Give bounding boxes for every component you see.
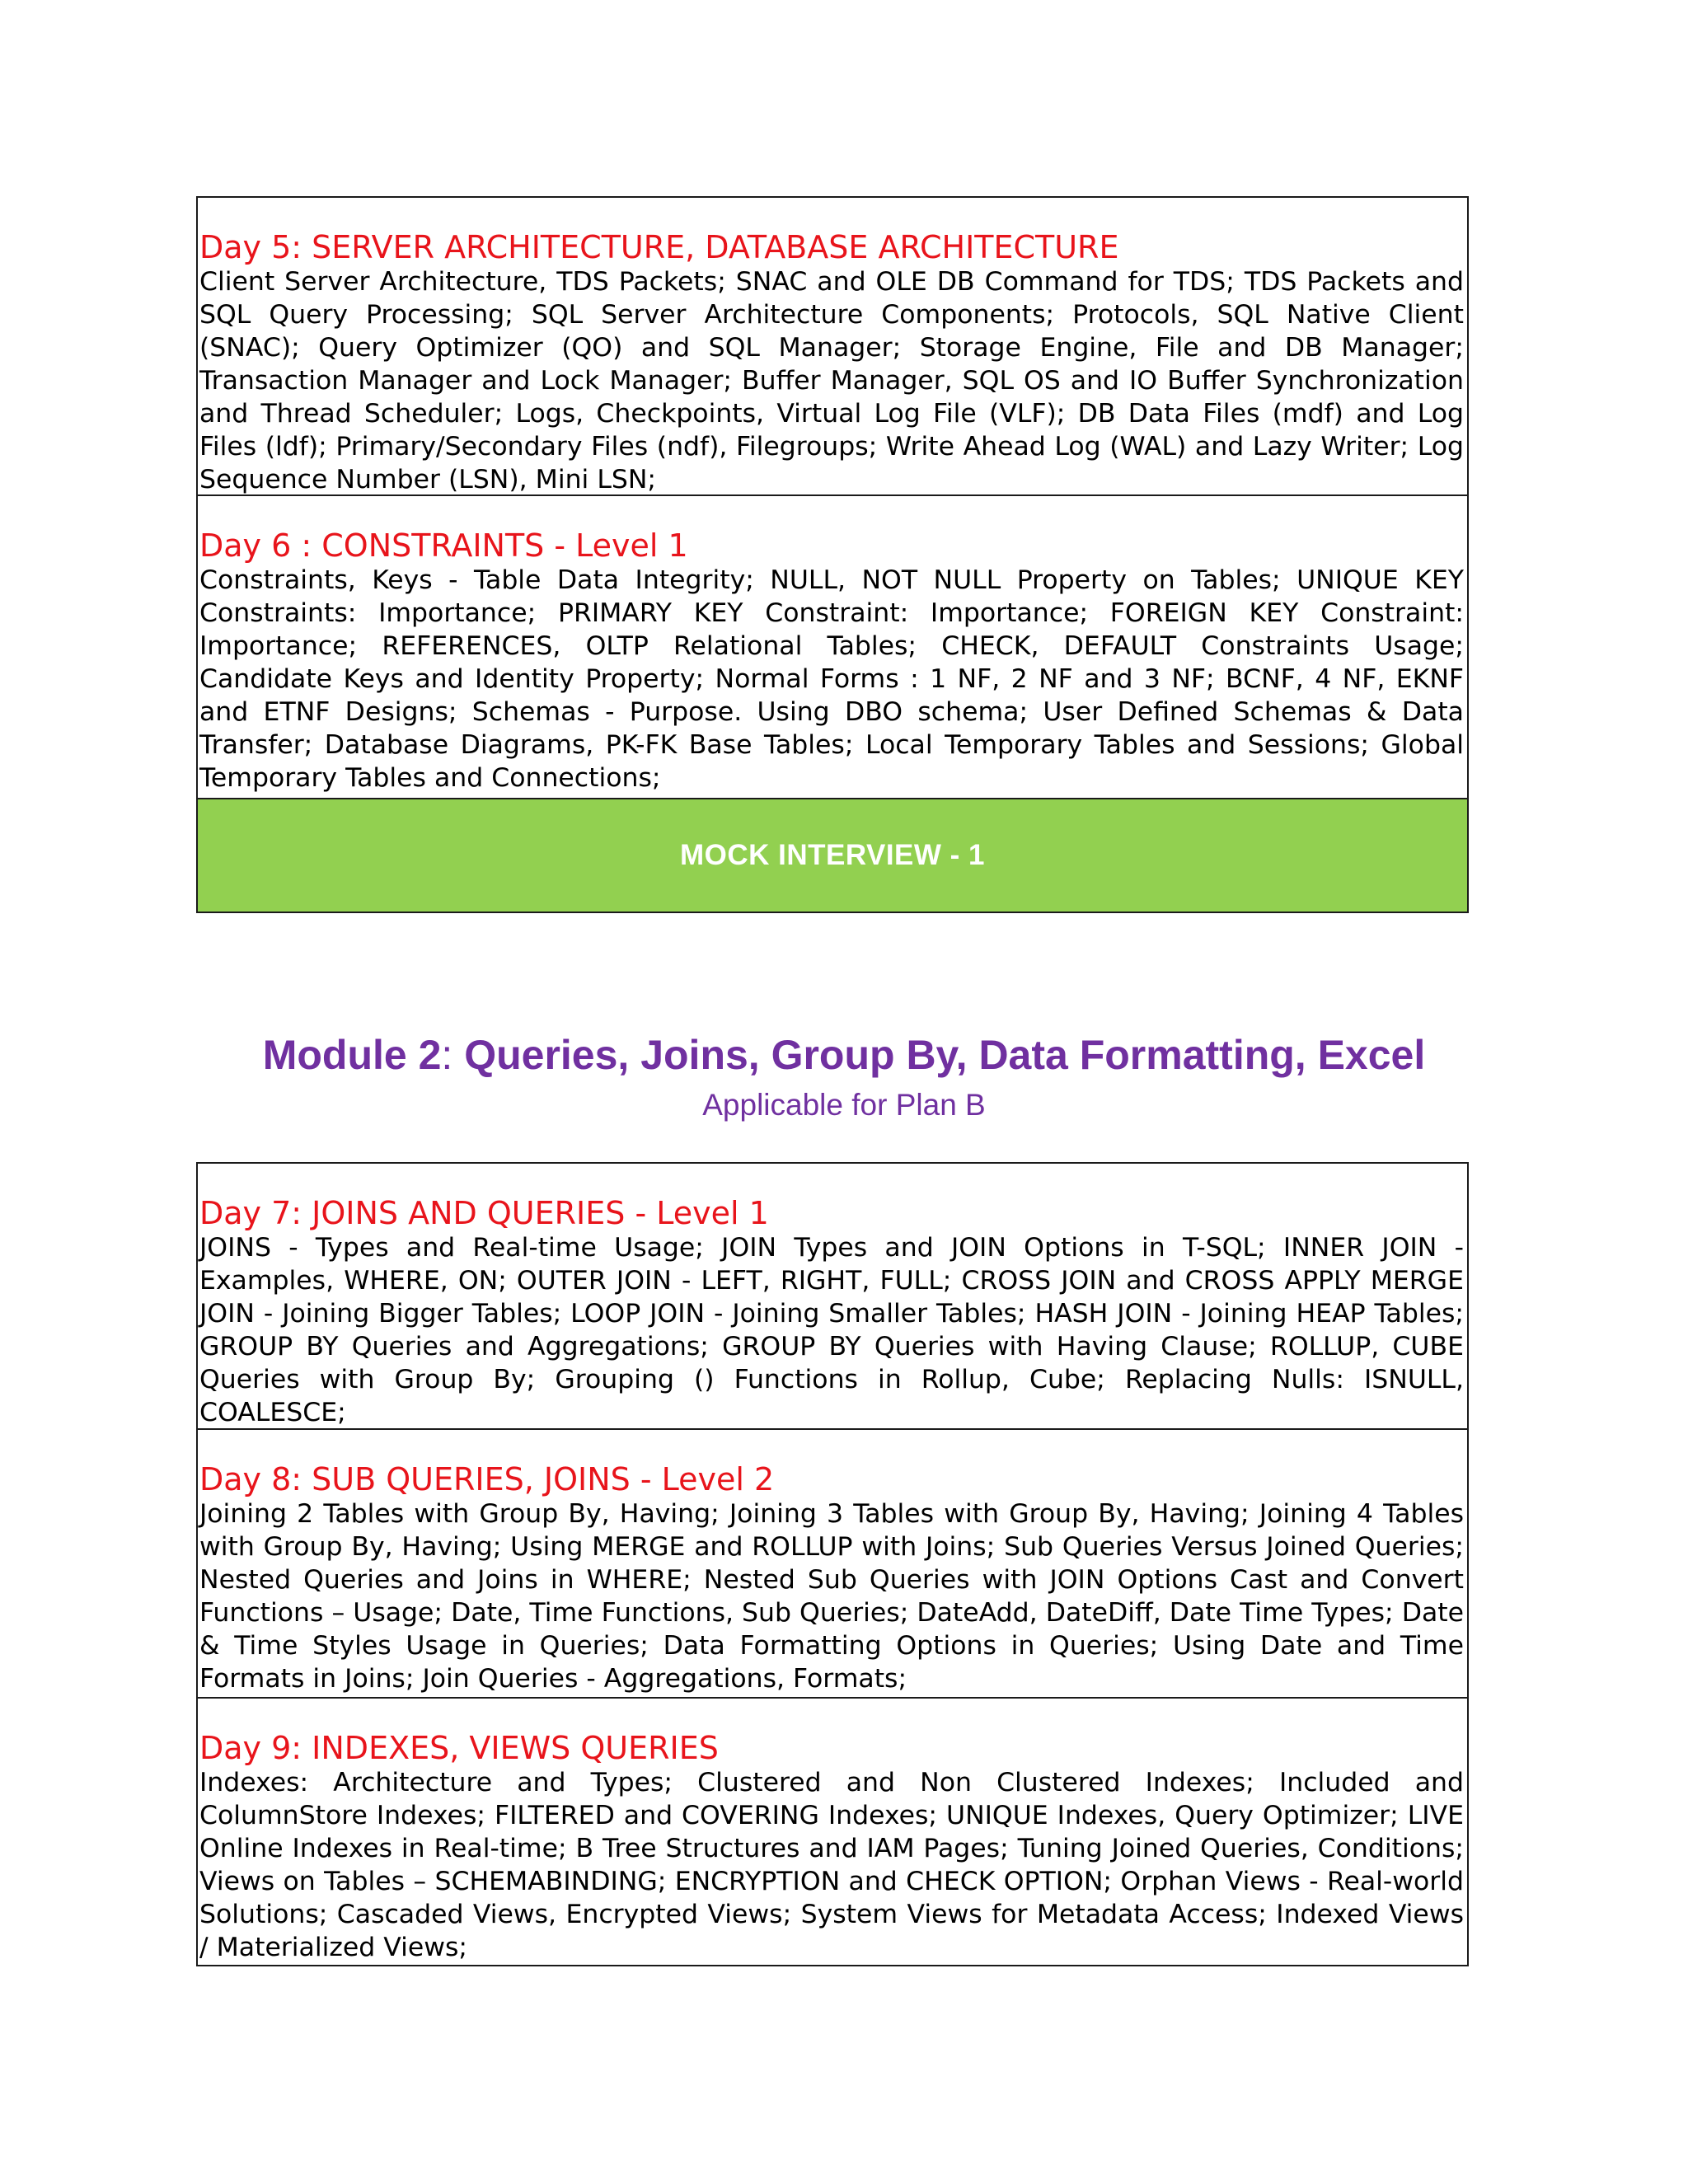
day-9-topics: Indexes: Architecture and Types; Clustered and Non Clustered Indexes; Included and ColumnStore Indexes; FILTERED and COVERING Indexes; UNIQUE Indexes, Query Optimizer; LIVE Online Indexes in Real-time; B Tree Structures and IAM Pages; Tuning Joined Queries, Conditions; Views on Tables – SCHEMABINDING; ENCRYPTION and CHECK OPTION; Orphan Views - Real-world Solutions; Cascaded Views, Encrypted Views; System Views for Metadata Access; Indexed Views / Materialized Views; (199, 1768, 1464, 1962)
day-7-title: Day 7: JOINS AND QUERIES - Level 1 (199, 1195, 769, 1231)
day-7-cell (198, 1164, 1467, 1430)
day-7-topics: JOINS - Types and Real-time Usage; JOIN Types and JOIN Options in T-SQL; INNER JOIN - Examples, WHERE, ON; OUTER JOIN - LEFT, RIGHT, FULL; CROSS JOIN and CROSS APPLY MERGE JOIN - Joining Bigger Tables; LOOP JOIN - Joining Smaller Tables; HASH JOIN - Joining HEAP Tables; GROUP BY Queries and Aggregations; GROUP BY Queries with Having Clause; ROLLUP, CUBE Queries with Group By; Grouping () Functions in Rollup, Cube; Replacing Nulls: ISNULL, COALESCE; (199, 1233, 1464, 1427)
day-8-cell (198, 1430, 1467, 1699)
module1-schedule-table (196, 196, 1469, 913)
day-6-title: Day 6 : CONSTRAINTS - Level 1 (199, 527, 688, 564)
day-6-topics: Constraints, Keys - Table Data Integrity; NULL, NOT NULL Property on Tables; UNIQUE KEY Constraints: Importance; PRIMARY KEY Constraint: Importance; FOREIGN KEY Constraint: Importance; REFERENCES, OLTP Relational Tables; CHECK, DEFAULT Constraints Usage; Candidate Keys and Identity Property; Normal Forms : 1 NF, 2 NF and 3 NF; BCNF, 4 NF, EKNF and ETNF Designs; Schemas - Purpose. Using DBO schema; User Defined Schemas & Data Transfer; Database Diagrams, PK-FK Base Tables; Local Temporary Tables and Sessions; Global Temporary Tables and Connections; (199, 565, 1464, 793)
day-8-title: Day 8: SUB QUERIES, JOINS - Level 2 (199, 1461, 775, 1497)
day-9-cell (198, 1699, 1467, 1965)
day-6-cell (198, 496, 1467, 799)
day-5-title: Day 5: SERVER ARCHITECTURE, DATABASE ARCHITECTURE (199, 229, 1119, 265)
module-number: Module 2 (262, 1032, 442, 1078)
module-heading (0, 1030, 1688, 1080)
module-subtitle: Applicable for Plan B (702, 1088, 986, 1122)
day-5-topics: Client Server Architecture, TDS Packets; SNAC and OLE DB Command for TDS; TDS Packets and SQL Query Processing; SQL Server Architecture Components; Protocols, SQL Native Client (SNAC); Query Optimizer (QO) and SQL Manager; Storage Engine, File and DB Manager; Transaction Manager and Lock Manager; Buffer Manager, SQL OS and IO Buffer Synchronization and Thread Scheduler; Logs, Checkpoints, Virtual Log File (VLF); DB Data Files (mdf) and Log Files (ldf); Primary/Secondary Files (ndf), Filegroups; Write Ahead Log (WAL) and Lazy Writer; Log Sequence Number (LSN), Mini LSN; (199, 267, 1464, 494)
module2-schedule-table (196, 1162, 1469, 1966)
day-8-topics: Joining 2 Tables with Group By, Having; Joining 3 Tables with Group By, Having; Joining 4 Tables with Group By, Having; Using MERGE and ROLLUP with Joins; Sub Queries Versus Joined Queries; Nested Queries and Joins in WHERE; Nested Sub Queries with JOIN Options Cast and Convert Functions – Usage; Date, Time Functions, Sub Queries; DateAdd, DateDiff, Date Time Types; Date & Time Styles Usage in Queries; Data Formatting Options in Queries; Using Date and Time Formats in Joins; Join Queries - Aggregations, Formats; (199, 1499, 1464, 1694)
day-5-cell (198, 198, 1467, 496)
module-separator: : (441, 1032, 453, 1078)
mock-interview-label: MOCK INTERVIEW - 1 (679, 839, 986, 871)
day-9-title: Day 9: INDEXES, VIEWS QUERIES (199, 1730, 719, 1766)
module-title: Queries, Joins, Group By, Data Formatting, Excel (452, 1032, 1426, 1078)
mock-interview-banner (198, 799, 1467, 912)
